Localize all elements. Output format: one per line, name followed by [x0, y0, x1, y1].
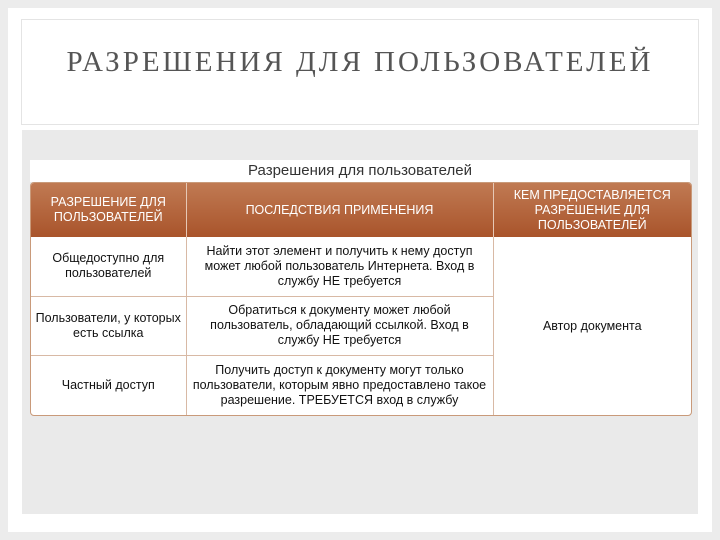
table-row [31, 237, 691, 296]
slide-title: РАЗРЕШЕНИЯ ДЛЯ ПОЛЬЗОВАТЕЛЕЙ [66, 46, 654, 78]
header-effect: ПОСЛЕДСТВИЯ ПРИМЕНЕНИЯ [186, 183, 493, 237]
effect-cell: Обратиться к документу может любой пользователь, обладающий ссылкой. Вход в службу НЕ требуется [186, 296, 493, 356]
permissions-table [30, 182, 692, 416]
permission-cell: Частный доступ [31, 356, 186, 415]
header-granted-by: КЕМ ПРЕДОСТАВЛЯЕТСЯ РАЗРЕШЕНИЕ ДЛЯ ПОЛЬЗОВАТЕЛЕЙ [493, 183, 691, 237]
effect-cell: Найти этот элемент и получить к нему доступ может любой пользователь Интернета. Вход в службу НЕ требуется [186, 237, 493, 296]
table-header-row [31, 183, 691, 237]
granted-by-cell: Автор документа [542, 318, 642, 333]
table-caption: Разрешения для пользователей [30, 160, 690, 182]
permission-cell: Пользователи, у которых есть ссылка [31, 296, 186, 356]
title-band [22, 20, 698, 124]
permission-cell: Общедоступно для пользователей [31, 237, 186, 296]
header-permission: РАЗРЕШЕНИЕ ДЛЯ ПОЛЬЗОВАТЕЛЕЙ [31, 183, 186, 237]
effect-cell: Получить доступ к документу могут только пользователи, которым явно предоставлено такое разрешение. ТРЕБУЕТСЯ вход в службу [186, 356, 493, 415]
